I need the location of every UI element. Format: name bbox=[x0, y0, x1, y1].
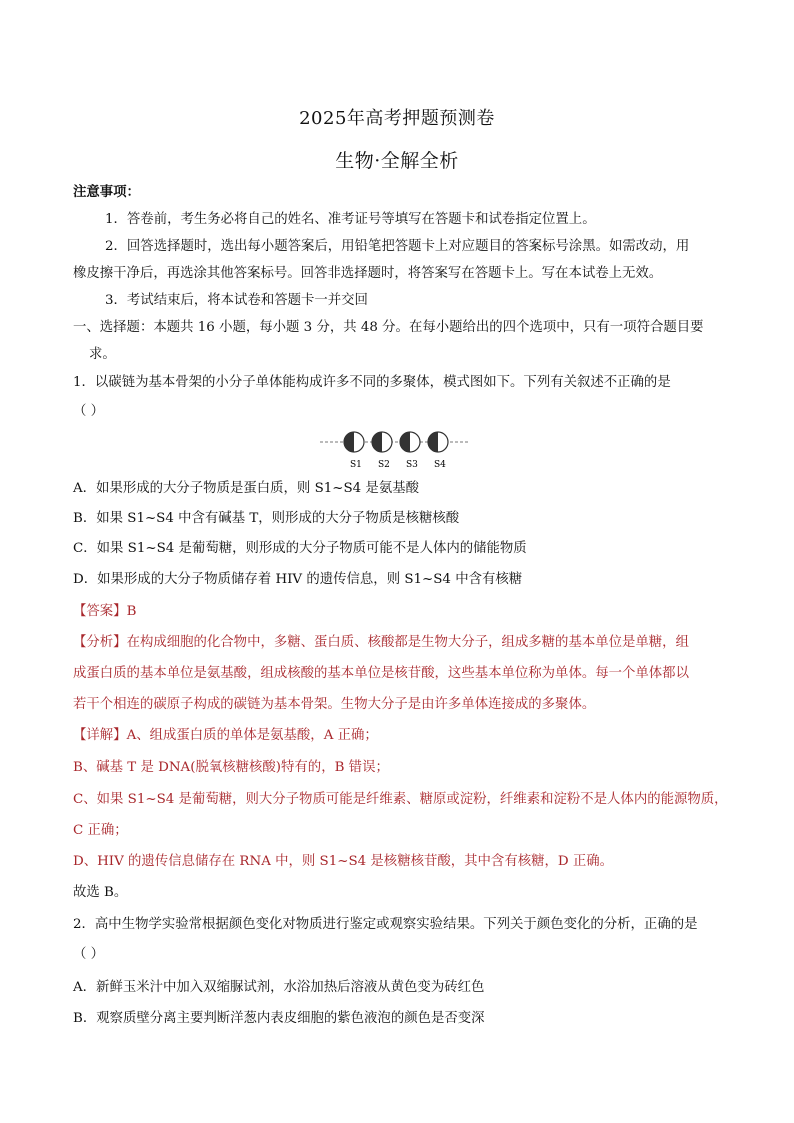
notice-item-3: 3．考试结束后，将本试卷和答题卡一并交回 bbox=[105, 293, 368, 308]
q1-detail-line-3: C、如果 S1~S4 是葡萄糖，则大分子物质可能是纤维素、糖原或淀粉，纤维素和淀粉不是人体内的能源物质， bbox=[73, 792, 728, 807]
q1-option-d: D．如果形成的大分子物质储存着 HIV 的遗传信息，则 S1~S4 中含有核糖 bbox=[73, 572, 523, 587]
q1-stem: 1．以碳链为基本骨架的小分子单体能构成许多不同的多聚体，模式图如下。下列有关叙述不正确的是 bbox=[73, 375, 671, 390]
page-title: 2025年高考押题预测卷 bbox=[299, 108, 495, 129]
notice-header: 注意事项： bbox=[73, 184, 140, 200]
analysis-text: 在构成细胞的化合物中，多糖、蛋白质、核酸都是生物大分子，组成多糖的基本单位是单糖，组 bbox=[126, 635, 689, 650]
label-s1: S1 bbox=[350, 460, 362, 470]
notice-item-2-cont: 橡皮擦干净后，再选涂其他答案标号。回答非选择题时，将答案写在答题卡上。写在本试卷上无效。 bbox=[73, 266, 663, 281]
q1-option-b: B．如果 S1~S4 中含有碱基 T，则形成的大分子物质是核糖核酸 bbox=[73, 511, 460, 526]
monomer-s1 bbox=[344, 432, 364, 452]
section-heading: 一、选择题：本题共 16 小题，每小题 3 分，共 48 分。在每小题给出的四个选项中，只有一项符合题目要 bbox=[73, 320, 704, 335]
section-heading-cont: 求。 bbox=[89, 347, 116, 362]
q2-option-a: A．新鲜玉米汁中加入双缩脲试剂，水浴加热后溶液从黄色变为砖红色 bbox=[73, 980, 485, 995]
q2-stem: 2．高中生物学实验常根据颜色变化对物质进行鉴定或观察实验结果。下列关于颜色变化的分析，正确的是 bbox=[73, 917, 698, 932]
analysis-tag: 【分析】 bbox=[73, 635, 127, 650]
q1-analysis-line-2: 成蛋白质的基本单位是氨基酸，组成核酸的基本单位是核苷酸，这些基本单位称为单体。每一个单体都以 bbox=[73, 666, 689, 681]
q1-option-a: A．如果形成的大分子物质是蛋白质，则 S1~S4 是氨基酸 bbox=[73, 481, 419, 496]
q1-analysis-line-3: 若干个相连的碳原子构成的碳链为基本骨架。生物大分子是由许多单体连接成的多聚体。 bbox=[73, 697, 596, 712]
detail-tag: 【详解】 bbox=[73, 728, 127, 743]
q1-option-c: C．如果 S1~S4 是葡萄糖，则形成的大分子物质可能不是人体内的储能物质 bbox=[73, 541, 527, 556]
monomer-s3 bbox=[400, 432, 420, 452]
answer-tag: 【答案】 bbox=[73, 604, 127, 619]
label-s4: S4 bbox=[434, 460, 446, 470]
q2-paren: （ ） bbox=[73, 947, 105, 962]
monomer-chain-diagram bbox=[320, 425, 470, 475]
monomer-s4 bbox=[428, 432, 448, 452]
page-subtitle: 生物·全解全析 bbox=[335, 150, 459, 172]
q1-detail-line-2: B、碱基 T 是 DNA(脱氧核糖核酸)特有的，B 错误； bbox=[73, 760, 389, 775]
q1-conclusion: 故选 B。 bbox=[73, 885, 128, 900]
q1-detail-line-5: D、HIV 的遗传信息储存在 RNA 中，则 S1~S4 是核糖核苷酸，其中含有核糖，D 正确。 bbox=[73, 854, 614, 869]
notice-item-2: 2．回答选择题时，选出每小题答案后，用铅笔把答题卡上对应题目的答案标号涂黑。如需改动，用 bbox=[105, 239, 690, 254]
q1-answer bbox=[73, 603, 733, 621]
detail-text: A、组成蛋白质的单体是氨基酸，A 正确； bbox=[126, 728, 378, 743]
monomer-s2 bbox=[372, 432, 392, 452]
notice-item-1: 1．答卷前，考生务必将自己的姓名、准考证号等填写在答题卡和试卷指定位置上。 bbox=[105, 212, 596, 227]
q1-paren: （ ） bbox=[73, 404, 105, 419]
answer-value: B bbox=[126, 604, 137, 619]
label-s3: S3 bbox=[406, 460, 418, 470]
q1-detail-line-4: C 正确； bbox=[73, 823, 128, 838]
q1-analysis-line-1 bbox=[73, 634, 733, 652]
label-s2: S2 bbox=[378, 460, 390, 470]
q1-detail-line-1 bbox=[73, 727, 733, 745]
q2-option-b: B．观察质壁分离主要判断洋葱内表皮细胞的紫色液泡的颜色是否变深 bbox=[73, 1011, 485, 1026]
